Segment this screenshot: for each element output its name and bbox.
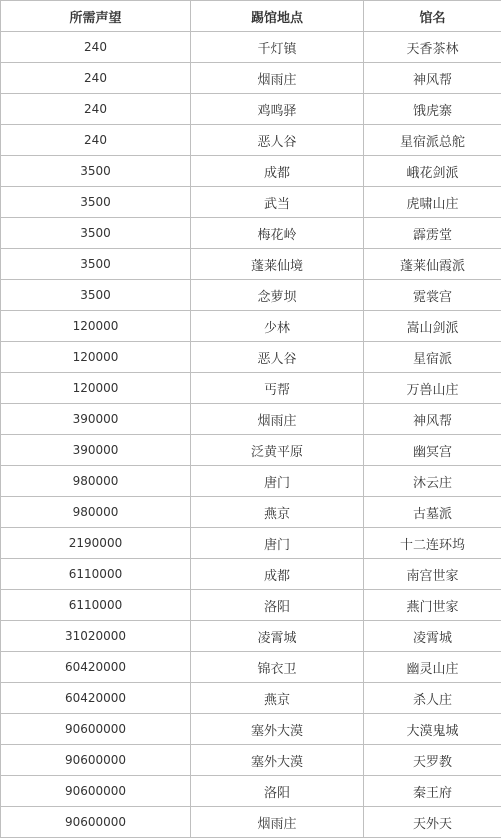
cell-reputation: 240 [1, 63, 191, 94]
cell-reputation: 240 [1, 32, 191, 63]
table-row [1, 714, 501, 745]
cell-hall-name: 十二连环坞 [364, 528, 501, 559]
cell-reputation: 90600000 [1, 776, 191, 807]
cell-location: 武当 [191, 187, 364, 218]
cell-location: 塞外大漠 [191, 745, 364, 776]
table-row [1, 187, 501, 218]
cell-reputation: 120000 [1, 311, 191, 342]
table-row [1, 745, 501, 776]
cell-hall-name: 星宿派 [364, 342, 501, 373]
table-row [1, 156, 501, 187]
cell-hall-name: 凌霄城 [364, 621, 501, 652]
table-row [1, 683, 501, 714]
table-row [1, 32, 501, 63]
cell-hall-name: 星宿派总舵 [364, 125, 501, 156]
cell-reputation: 60420000 [1, 683, 191, 714]
cell-hall-name: 神风帮 [364, 404, 501, 435]
cell-hall-name: 蓬莱仙霞派 [364, 249, 501, 280]
cell-location: 丐帮 [191, 373, 364, 404]
table-row [1, 249, 501, 280]
cell-hall-name: 大漠鬼城 [364, 714, 501, 745]
cell-hall-name: 古墓派 [364, 497, 501, 528]
cell-location: 鸡鸣驿 [191, 94, 364, 125]
table-row [1, 590, 501, 621]
cell-location: 燕京 [191, 497, 364, 528]
cell-location: 燕京 [191, 683, 364, 714]
cell-location: 蓬莱仙境 [191, 249, 364, 280]
cell-reputation: 120000 [1, 373, 191, 404]
table-row [1, 652, 501, 683]
cell-location: 烟雨庄 [191, 404, 364, 435]
table-row [1, 528, 501, 559]
table-row [1, 466, 501, 497]
table-row [1, 125, 501, 156]
header-row [1, 1, 501, 32]
table-body [1, 32, 501, 838]
header-reputation: 所需声望 [1, 1, 191, 32]
cell-reputation: 390000 [1, 404, 191, 435]
cell-hall-name: 沐云庄 [364, 466, 501, 497]
table-row [1, 559, 501, 590]
header-location: 踢馆地点 [191, 1, 364, 32]
cell-location: 恶人谷 [191, 125, 364, 156]
cell-hall-name: 虎啸山庄 [364, 187, 501, 218]
table-row [1, 311, 501, 342]
table-row [1, 497, 501, 528]
cell-location: 千灯镇 [191, 32, 364, 63]
cell-reputation: 60420000 [1, 652, 191, 683]
header-hall-name: 馆名 [364, 1, 501, 32]
cell-reputation: 6110000 [1, 559, 191, 590]
cell-reputation: 31020000 [1, 621, 191, 652]
table-row [1, 63, 501, 94]
cell-location: 凌霄城 [191, 621, 364, 652]
cell-location: 塞外大漠 [191, 714, 364, 745]
cell-hall-name: 幽冥宫 [364, 435, 501, 466]
cell-reputation: 980000 [1, 497, 191, 528]
cell-hall-name: 嵩山剑派 [364, 311, 501, 342]
cell-reputation: 90600000 [1, 745, 191, 776]
cell-reputation: 3500 [1, 249, 191, 280]
cell-location: 梅花岭 [191, 218, 364, 249]
cell-location: 念萝坝 [191, 280, 364, 311]
cell-hall-name: 神风帮 [364, 63, 501, 94]
cell-reputation: 390000 [1, 435, 191, 466]
cell-reputation: 240 [1, 94, 191, 125]
cell-hall-name: 霓裳宫 [364, 280, 501, 311]
cell-reputation: 3500 [1, 218, 191, 249]
cell-reputation: 120000 [1, 342, 191, 373]
cell-hall-name: 饿虎寨 [364, 94, 501, 125]
cell-hall-name: 霹雳堂 [364, 218, 501, 249]
cell-location: 少林 [191, 311, 364, 342]
cell-location: 恶人谷 [191, 342, 364, 373]
cell-location: 洛阳 [191, 776, 364, 807]
table-row [1, 435, 501, 466]
cell-reputation: 240 [1, 125, 191, 156]
table-row [1, 807, 501, 838]
cell-hall-name: 燕门世家 [364, 590, 501, 621]
cell-reputation: 3500 [1, 280, 191, 311]
cell-reputation: 2190000 [1, 528, 191, 559]
cell-location: 成都 [191, 156, 364, 187]
cell-reputation: 3500 [1, 187, 191, 218]
table-row [1, 218, 501, 249]
table-row [1, 621, 501, 652]
cell-location: 成都 [191, 559, 364, 590]
cell-hall-name: 天香茶林 [364, 32, 501, 63]
cell-hall-name: 南宫世家 [364, 559, 501, 590]
cell-hall-name: 杀人庄 [364, 683, 501, 714]
cell-location: 泛黄平原 [191, 435, 364, 466]
cell-location: 锦衣卫 [191, 652, 364, 683]
cell-hall-name: 秦王府 [364, 776, 501, 807]
cell-hall-name: 天外天 [364, 807, 501, 838]
cell-location: 烟雨庄 [191, 807, 364, 838]
cell-location: 唐门 [191, 466, 364, 497]
table-row [1, 404, 501, 435]
cell-reputation: 980000 [1, 466, 191, 497]
cell-hall-name: 万兽山庄 [364, 373, 501, 404]
cell-reputation: 6110000 [1, 590, 191, 621]
cell-reputation: 3500 [1, 156, 191, 187]
table-row [1, 373, 501, 404]
cell-hall-name: 峨花剑派 [364, 156, 501, 187]
cell-location: 唐门 [191, 528, 364, 559]
cell-hall-name: 幽灵山庄 [364, 652, 501, 683]
cell-location: 洛阳 [191, 590, 364, 621]
cell-reputation: 90600000 [1, 807, 191, 838]
table-row [1, 280, 501, 311]
table-row [1, 776, 501, 807]
table-row [1, 94, 501, 125]
table-row [1, 342, 501, 373]
cell-hall-name: 天罗教 [364, 745, 501, 776]
cell-location: 烟雨庄 [191, 63, 364, 94]
cell-reputation: 90600000 [1, 714, 191, 745]
